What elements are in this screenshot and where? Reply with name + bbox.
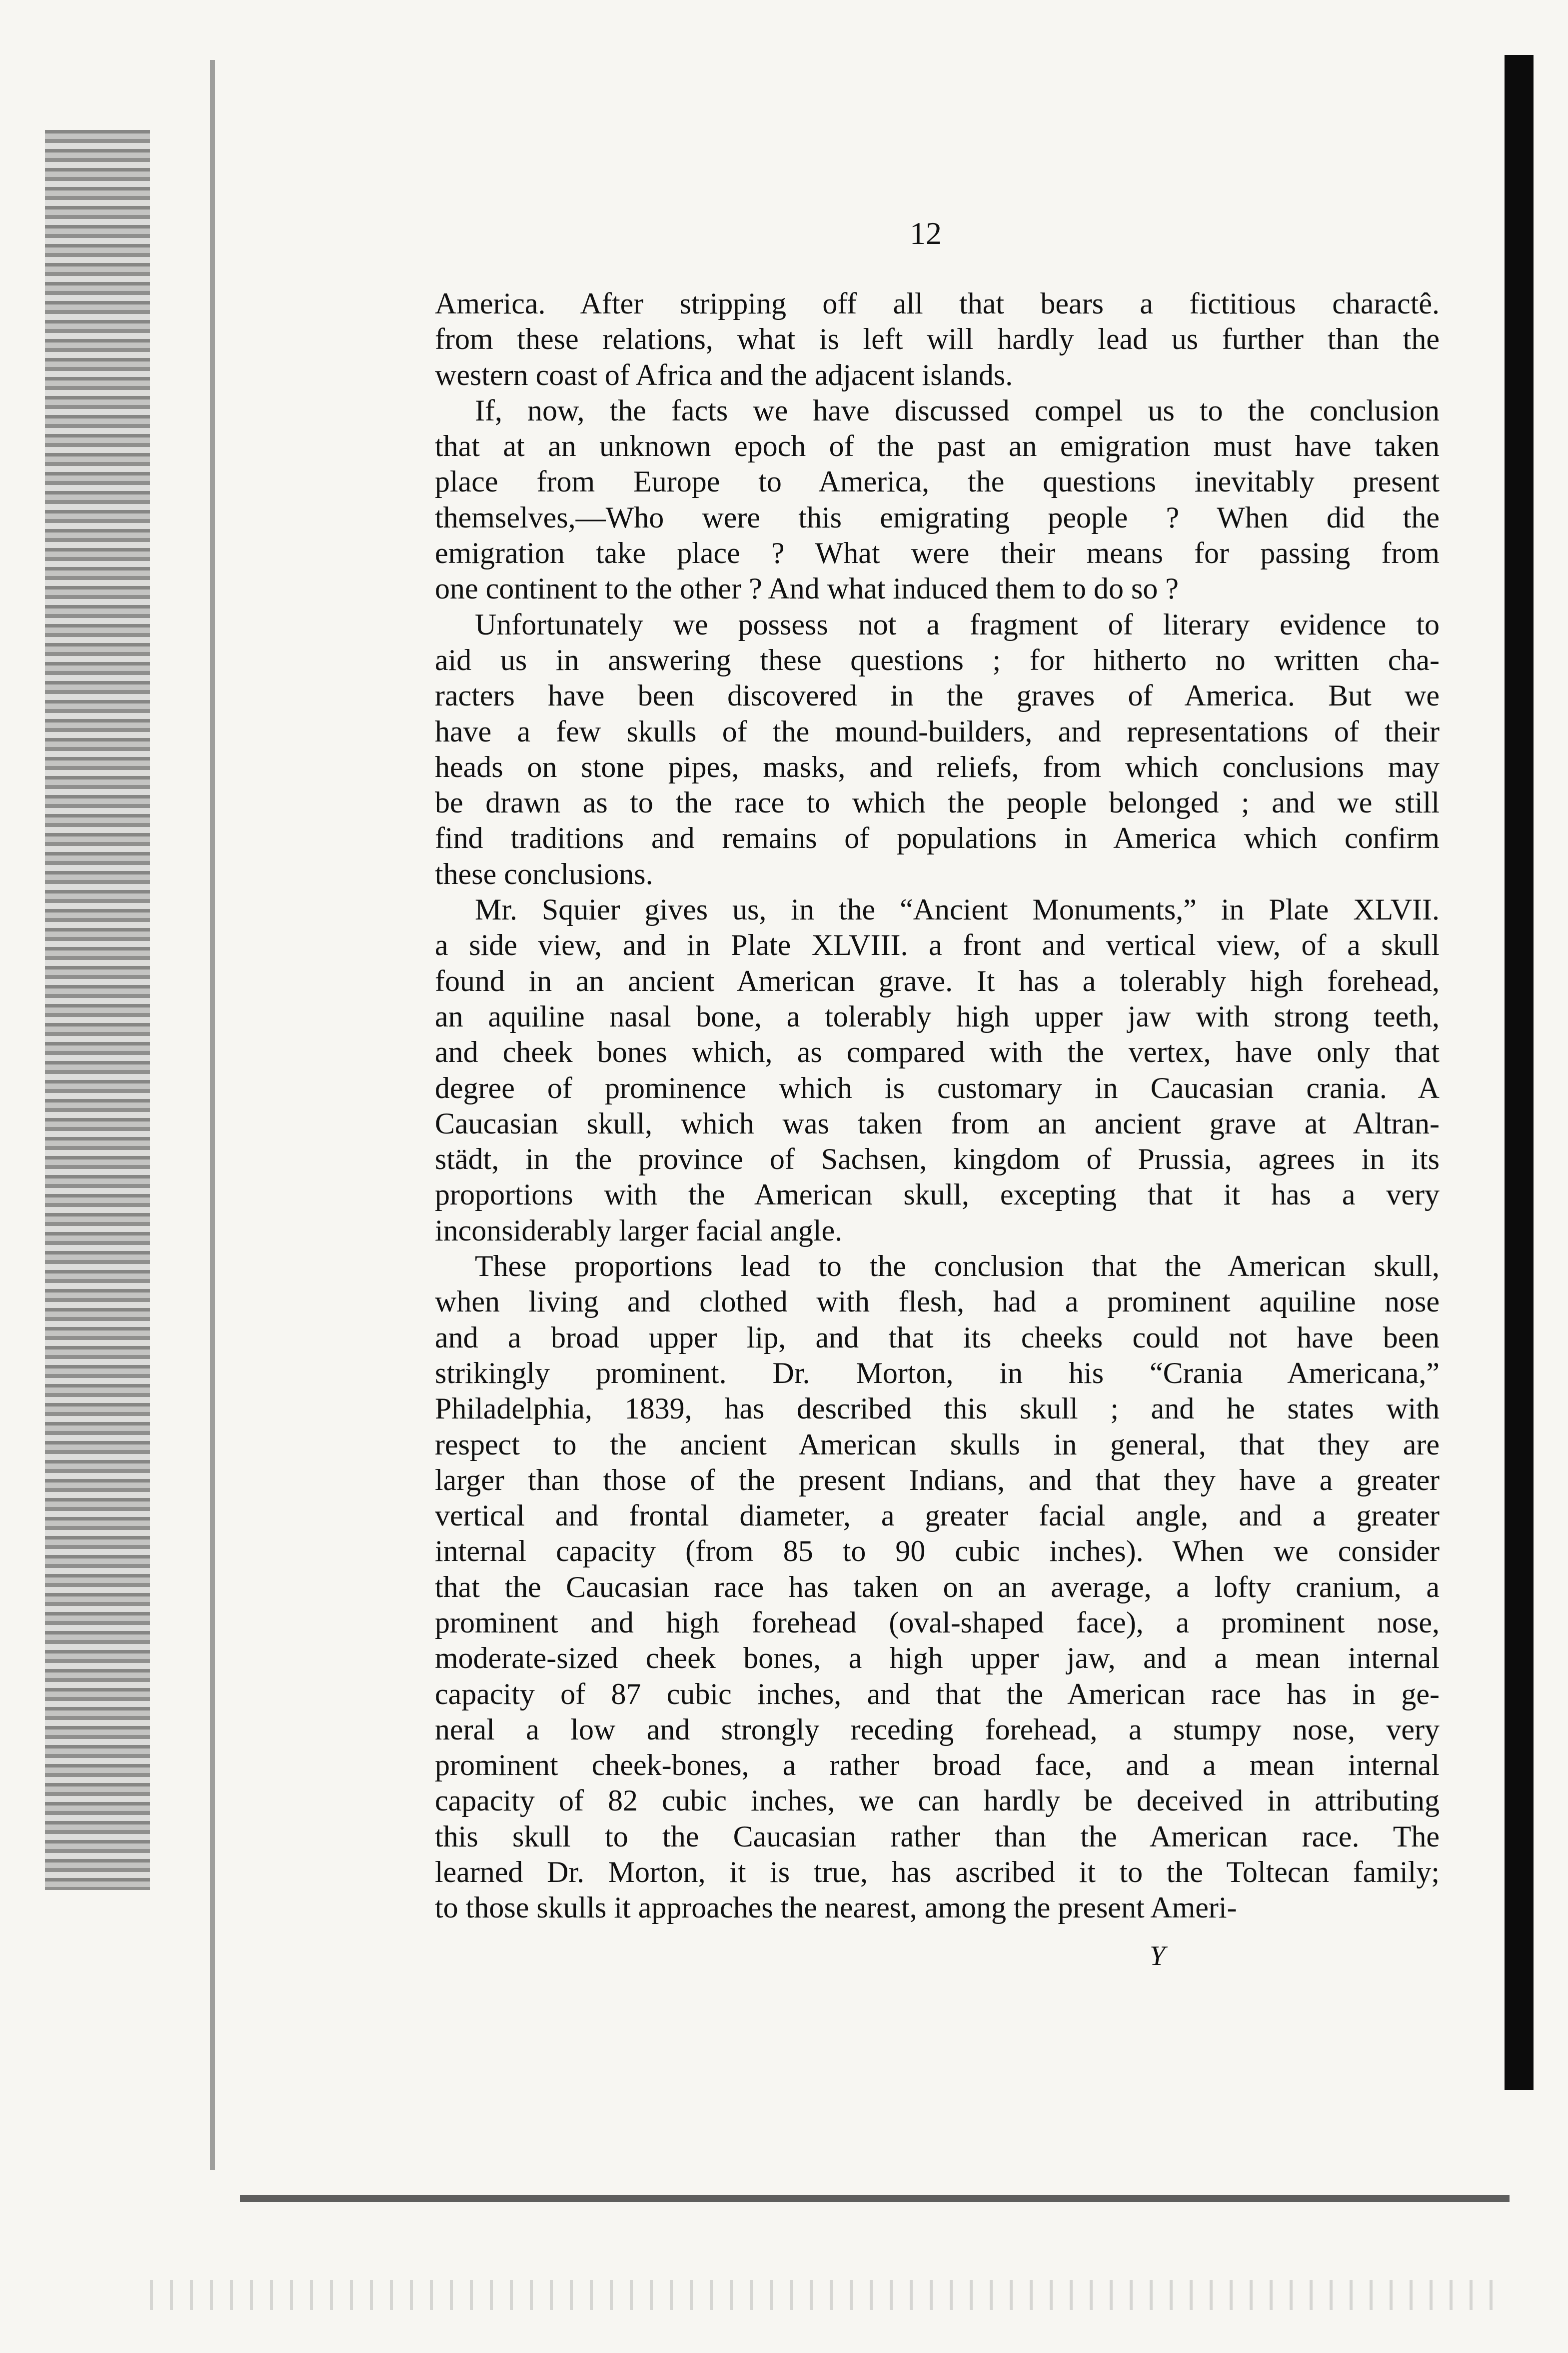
text-line: prominent and high forehead (oval-shaped face), a prominent nose, — [435, 1606, 1440, 1639]
page-number: 12 — [910, 216, 942, 251]
text-line: Unfortunately we possess not a fragment of literary evidence to — [475, 608, 1440, 641]
text-line: If, now, the facts we have discussed compel us to the conclusion — [475, 394, 1440, 427]
text-line: capacity of 87 cubic inches, and that the American race has in ge- — [435, 1677, 1440, 1710]
text-line: western coast of Africa and the adjacent islands. — [435, 358, 1013, 392]
text-line: strikingly prominent. Dr. Morton, in his “Crania Americana,” — [435, 1356, 1440, 1390]
text-line: find traditions and remains of populations in America which confirm — [435, 822, 1440, 855]
text-line: and cheek bones which, as compared with the vertex, have only that — [435, 1036, 1440, 1069]
text-line: be drawn as to the race to which the people belonged ; and we still — [435, 786, 1440, 820]
text-line: moderate-sized cheek bones, a high upper jaw, and a mean internal — [435, 1642, 1440, 1675]
text-line: that at an unknown epoch of the past an emigration must have taken — [435, 430, 1440, 463]
text-line: found in an ancient American grave. It has a tolerably high forehead, — [435, 964, 1440, 998]
text-line: degree of prominence which is customary in Caucasian crania. A — [435, 1071, 1440, 1104]
text-line: to those skulls it approaches the nearest, among the present Ameri- — [435, 1891, 1237, 1924]
catchword: Y — [1150, 1940, 1166, 1972]
text-line: inconsiderably larger facial angle. — [435, 1214, 843, 1247]
text-line: Philadelphia, 1839, has described this skull ; and he states with — [435, 1392, 1440, 1426]
text-line: neral a low and strongly receding forehead, a stumpy nose, very — [435, 1712, 1440, 1746]
text-line: larger than those of the present Indians, and that they have a greater — [435, 1463, 1440, 1496]
text-line: these conclusions. — [435, 857, 653, 890]
text-line: capacity of 82 cubic inches, we can hardly be deceived in attributing — [435, 1784, 1440, 1818]
text-line: and a broad upper lip, and that its cheeks could not have been — [435, 1320, 1440, 1354]
text-line: internal capacity (from 85 to 90 cubic inches). When we consider — [435, 1534, 1440, 1568]
text-line: place from Europe to America, the questions inevitably present — [435, 465, 1440, 498]
text-line: Caucasian skull, which was taken from an ancient grave at Altran- — [435, 1106, 1440, 1140]
text-line: proportions with the American skull, excepting that it has a very — [435, 1178, 1440, 1212]
text-line: a side view, and in Plate XLVIII. a front and vertical view, of a skull — [435, 928, 1440, 962]
text-line: themselves,—Who were this emigrating people ? When did the — [435, 500, 1440, 534]
text-line: racters have been discovered in the graves of America. But we — [435, 679, 1440, 712]
text-line: Mr. Squier gives us, in the “Ancient Monuments,” in Plate XLVII. — [475, 893, 1440, 926]
text-line: one continent to the other ? And what induced them to do so ? — [435, 572, 1179, 606]
text-line: when living and clothed with flesh, had a prominent aquiline nose — [435, 1285, 1440, 1318]
body-text — [435, 286, 1440, 1926]
text-line: aid us in answering these questions ; for hitherto no written cha- — [435, 643, 1440, 676]
scan-bottom-noise — [150, 2280, 1500, 2310]
scan-gutter-line — [210, 60, 215, 2170]
text-line: städt, in the province of Sachsen, kingdom of Prussia, agrees in its — [435, 1142, 1440, 1176]
paragraph — [435, 286, 1440, 393]
text-line: learned Dr. Morton, it is true, has ascribed it to the Toltecan family; — [435, 1856, 1440, 1889]
text-line: America. After stripping off all that bears a fictitious charactê. — [435, 287, 1440, 320]
scan-bottom-rule — [240, 2195, 1510, 2202]
text-line: heads on stone pipes, masks, and reliefs, from which conclusions may — [435, 750, 1440, 784]
paragraph — [435, 607, 1440, 892]
text-line: from these relations, what is left will hardly lead us further than the — [435, 322, 1440, 356]
paragraph — [435, 892, 1440, 1248]
paragraph — [435, 1248, 1440, 1926]
text-line: have a few skulls of the mound-builders, and representations of their — [435, 714, 1440, 748]
text-line: emigration take place ? What were their means for passing from — [435, 536, 1440, 570]
text-line: prominent cheek-bones, a rather broad face, and a mean internal — [435, 1748, 1440, 1782]
scan-binding-artifact — [45, 130, 150, 1890]
text-line: that the Caucasian race has taken on an average, a lofty cranium, a — [435, 1570, 1440, 1604]
scan-edge-bar — [1505, 55, 1534, 2090]
text-line: this skull to the Caucasian rather than the American race. The — [435, 1820, 1440, 1853]
text-line: vertical and frontal diameter, a greater facial angle, and a greater — [435, 1499, 1440, 1532]
text-line: These proportions lead to the conclusion that the American skull, — [475, 1250, 1440, 1283]
paragraph — [435, 393, 1440, 607]
text-line: respect to the ancient American skulls in general, that they are — [435, 1428, 1440, 1461]
text-line: an aquiline nasal bone, a tolerably high upper jaw with strong teeth, — [435, 1000, 1440, 1033]
